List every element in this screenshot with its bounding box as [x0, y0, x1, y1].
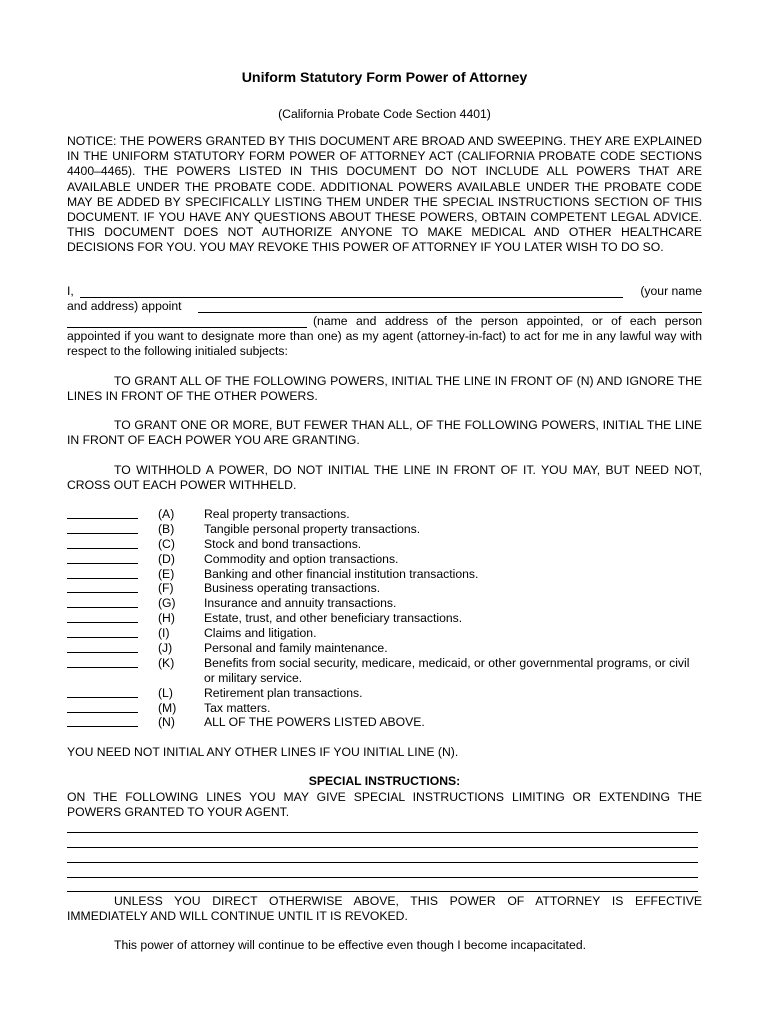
initial-note: YOU NEED NOT INITIAL ANY OTHER LINES IF YOU INITIAL LINE (N).: [67, 745, 459, 759]
agent-label: (name and address of the person appointed, or of each person: [313, 314, 702, 328]
principal-name-field[interactable]: [80, 284, 623, 298]
principal-prefix: I,: [67, 284, 74, 298]
power-text: Benefits from social security, medicare, medicaid, or other governmental programs, or civil or military service.: [204, 655, 690, 685]
power-text: Tax matters.: [204, 700, 271, 715]
power-row: [67, 641, 702, 656]
instruction-some: TO GRANT ONE OR MORE, BUT FEWER THAN ALL, OF THE FOLLOWING POWERS, INITIAL THE LINE IN FRONT OF EACH POWER YOU ARE GRANTING.: [67, 418, 702, 448]
instruction-withhold: TO WITHHOLD A POWER, DO NOT INITIAL THE LINE IN FRONT OF IT. YOU MAY, BUT NEED NOT, CROSS OUT EACH POWER WITHHELD.: [67, 463, 702, 493]
power-text: ALL OF THE POWERS LISTED ABOVE.: [204, 715, 425, 730]
power-text: Commodity and option transactions.: [204, 551, 399, 566]
initial-line[interactable]: [67, 637, 138, 638]
initial-line[interactable]: [67, 548, 138, 549]
power-text: Retirement plan transactions.: [204, 685, 363, 700]
power-row: [67, 507, 702, 522]
initial-line[interactable]: [67, 667, 138, 668]
power-text: Real property transactions.: [204, 507, 350, 521]
incapacity-paragraph: This power of attorney will continue to be effective even though I become incapacitated.: [114, 938, 586, 952]
special-instruction-line[interactable]: [67, 862, 698, 863]
power-letter: (N): [158, 715, 175, 730]
power-row: [67, 567, 702, 582]
power-text: Personal and family maintenance.: [204, 641, 388, 656]
power-row: [67, 581, 702, 596]
power-row: [67, 596, 702, 611]
power-row: [67, 656, 702, 686]
notice-paragraph: NOTICE: THE POWERS GRANTED BY THIS DOCUMENT ARE BROAD AND SWEEPING. THEY ARE EXPLAINED IN THE UNIFORM STATUTORY FORM POWER OF ATTORNEY ACT (CALIFORNIA PROBATE CODE SECTIONS 4400–4465). THE POWERS LISTED IN THIS DOCUMENT DO NOT INCLUDE ALL POWERS THAT ARE AVAILABLE UNDER THE PROBATE CODE. ADDITIONAL POWERS AVAILABLE UNDER THE PROBATE CODE MAY BE ADDED BY SPECIFICALLY LISTING THEM UNDER THE SPECIAL INSTRUCTIONS SECTION OF THIS DOCUMENT. IF YOU HAVE ANY QUESTIONS ABOUT THESE POWERS, OBTAIN COMPETENT LEGAL ADVICE. THIS DOCUMENT DOES NOT AUTHORIZE ANYONE TO MAKE MEDICAL AND OTHER HEALTHCARE DECISIONS FOR YOU. YOU MAY REVOKE THIS POWER OF ATTORNEY IF YOU LATER WISH TO DO SO.: [67, 134, 702, 255]
power-text: Estate, trust, and other beneficiary transactions.: [204, 611, 463, 626]
power-text: Stock and bond transactions.: [204, 536, 362, 551]
power-letter: (E): [158, 566, 175, 581]
special-instruction-line[interactable]: [67, 891, 698, 892]
initial-line[interactable]: [67, 697, 138, 698]
power-row: [67, 611, 702, 626]
special-instructions-heading: SPECIAL INSTRUCTIONS:: [308, 774, 461, 788]
appoint-label: and address) appoint: [67, 299, 182, 313]
initial-line[interactable]: [67, 533, 138, 534]
principal-address-field[interactable]: [198, 299, 702, 313]
power-letter: (A): [158, 507, 175, 521]
power-letter: (K): [158, 655, 175, 670]
power-text: Insurance and annuity transactions.: [204, 596, 397, 611]
initial-line[interactable]: [67, 726, 138, 727]
special-instruction-line[interactable]: [67, 832, 698, 833]
power-letter: (I): [158, 626, 170, 641]
initial-line[interactable]: [67, 518, 138, 519]
power-row: [67, 701, 702, 716]
power-row: [67, 522, 702, 537]
document-subtitle: (California Probate Code Section 4401): [278, 107, 491, 121]
power-letter: (B): [158, 521, 175, 536]
power-text: Business operating transactions.: [204, 581, 381, 596]
instruction-all: TO GRANT ALL OF THE FOLLOWING POWERS, INITIAL THE LINE IN FRONT OF (N) AND IGNORE THE LINES IN FRONT OF THE OTHER POWERS.: [67, 374, 702, 404]
initial-line[interactable]: [67, 622, 138, 623]
powers-list: [67, 507, 702, 730]
power-letter: (F): [158, 581, 174, 596]
appoint-line: [67, 299, 702, 314]
agent-continuation: appointed if you want to designate more than one) as my agent (attorney-in-fact) to act for me in any lawful way with respect to the following initialed subjects:: [67, 329, 702, 359]
power-row: [67, 715, 702, 730]
power-letter: (G): [158, 596, 176, 611]
power-row: [67, 626, 702, 641]
power-text: Tangible personal property transactions.: [204, 521, 421, 536]
initial-line[interactable]: [67, 592, 138, 593]
power-text: Banking and other financial institution transactions.: [204, 566, 479, 581]
initial-line[interactable]: [67, 578, 138, 579]
special-instructions-text: ON THE FOLLOWING LINES YOU MAY GIVE SPECIAL INSTRUCTIONS LIMITING OR EXTENDING THE POWERS GRANTED TO YOUR AGENT.: [67, 790, 702, 820]
document-title: Uniform Statutory Form Power of Attorney: [241, 70, 528, 86]
power-row: [67, 537, 702, 552]
agent-name-field[interactable]: [67, 314, 307, 328]
power-letter: (J): [158, 641, 173, 656]
power-row: [67, 686, 702, 701]
power-text: Claims and litigation.: [204, 626, 317, 641]
initial-line[interactable]: [67, 712, 138, 713]
special-instruction-line[interactable]: [67, 847, 698, 848]
initial-line[interactable]: [67, 652, 138, 653]
principal-line: [67, 284, 702, 299]
special-instruction-line[interactable]: [67, 877, 698, 878]
initial-line[interactable]: [67, 607, 138, 608]
power-row: [67, 552, 702, 567]
initial-line[interactable]: [67, 563, 138, 564]
effective-paragraph: UNLESS YOU DIRECT OTHERWISE ABOVE, THIS POWER OF ATTORNEY IS EFFECTIVE IMMEDIATELY AND WILL CONTINUE UNTIL IT IS REVOKED.: [67, 894, 702, 924]
agent-line: [67, 314, 702, 329]
power-letter: (H): [158, 611, 175, 626]
power-letter: (C): [158, 536, 175, 551]
principal-suffix: (your name: [640, 284, 702, 298]
power-letter: (L): [158, 685, 173, 700]
power-letter: (D): [158, 551, 175, 566]
power-letter: (M): [158, 700, 177, 715]
